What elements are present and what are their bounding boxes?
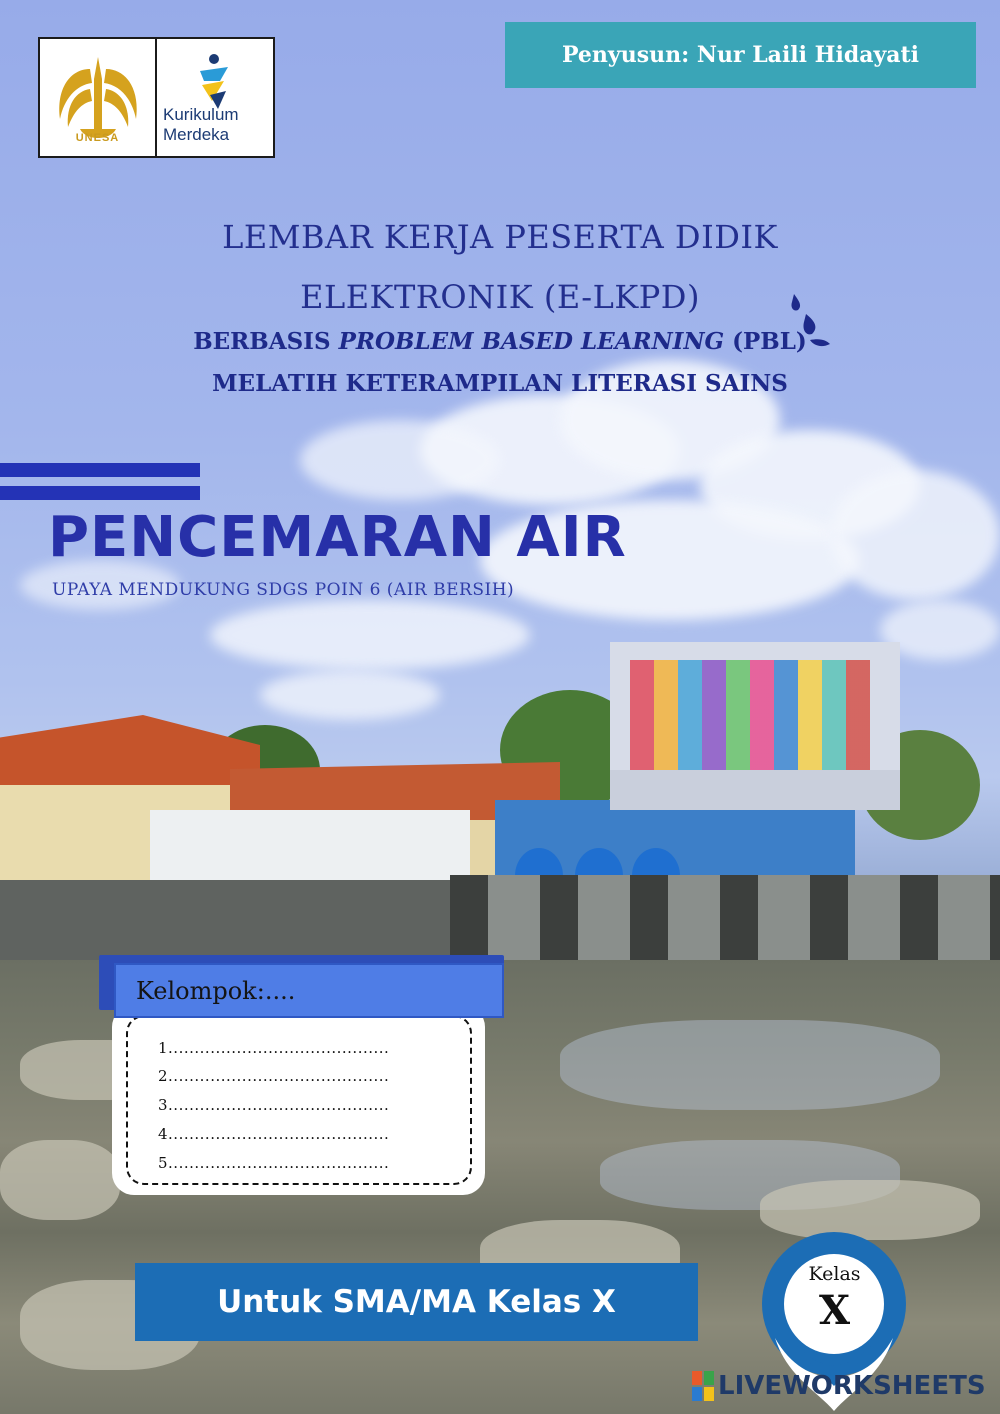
- member-line-3[interactable]: 3..........................................: [158, 1096, 390, 1114]
- accent-bar: [0, 463, 200, 477]
- watermark-text: LIVEWORKSHEETS: [718, 1371, 986, 1401]
- class-badge-value: X: [818, 1287, 851, 1334]
- topic-subtitle: UPAYA MENDUKUNG SDGS POIN 6 (AIR BERSIH): [52, 580, 515, 600]
- liveworksheets-logo-icon: [692, 1371, 714, 1401]
- member-line-2[interactable]: 2..........................................: [158, 1067, 390, 1085]
- kurikulum-merdeka-logo-icon: [190, 51, 240, 111]
- logo-box: [38, 37, 275, 158]
- logo-divider: [155, 39, 157, 156]
- tower-base: [610, 770, 900, 810]
- member-line-5[interactable]: 5..........................................: [158, 1154, 390, 1172]
- sluice-gates: [450, 875, 1000, 970]
- kurikulum-merdeka-logo-text: Kurikulum Merdeka: [163, 105, 239, 144]
- class-banner: Untuk SMA/MA Kelas X: [135, 1263, 698, 1341]
- class-badge-label: Kelas: [808, 1263, 861, 1285]
- debris: [0, 1140, 120, 1220]
- member-line-4[interactable]: 4..........................................: [158, 1125, 390, 1143]
- liveworksheets-watermark: [692, 1371, 986, 1401]
- title-line-2: ELEKTRONIK (E-LKPD): [300, 278, 700, 316]
- roof: [0, 715, 260, 790]
- subtitle-pbl: BERBASIS PROBLEM BASED LEARNING (PBL): [193, 328, 807, 355]
- accent-bar: [0, 486, 200, 500]
- author-label: Penyusun: Nur Laili Hidayati: [505, 22, 976, 88]
- unesa-logo-text: UNESA: [75, 132, 120, 144]
- subtitle-literacy: MELATIH KETERAMPILAN LITERASI SAINS: [212, 370, 788, 397]
- sky-reflection: [560, 1020, 940, 1110]
- member-line-1[interactable]: 1..........................................: [158, 1039, 390, 1057]
- topic-title: PENCEMARAN AIR: [48, 505, 627, 570]
- mural: [630, 660, 870, 770]
- cloud: [830, 470, 1000, 600]
- group-label[interactable]: Kelompok:....: [114, 963, 504, 1018]
- title-line-1: LEMBAR KERJA PESERTA DIDIK: [222, 218, 778, 256]
- cloud: [300, 420, 500, 500]
